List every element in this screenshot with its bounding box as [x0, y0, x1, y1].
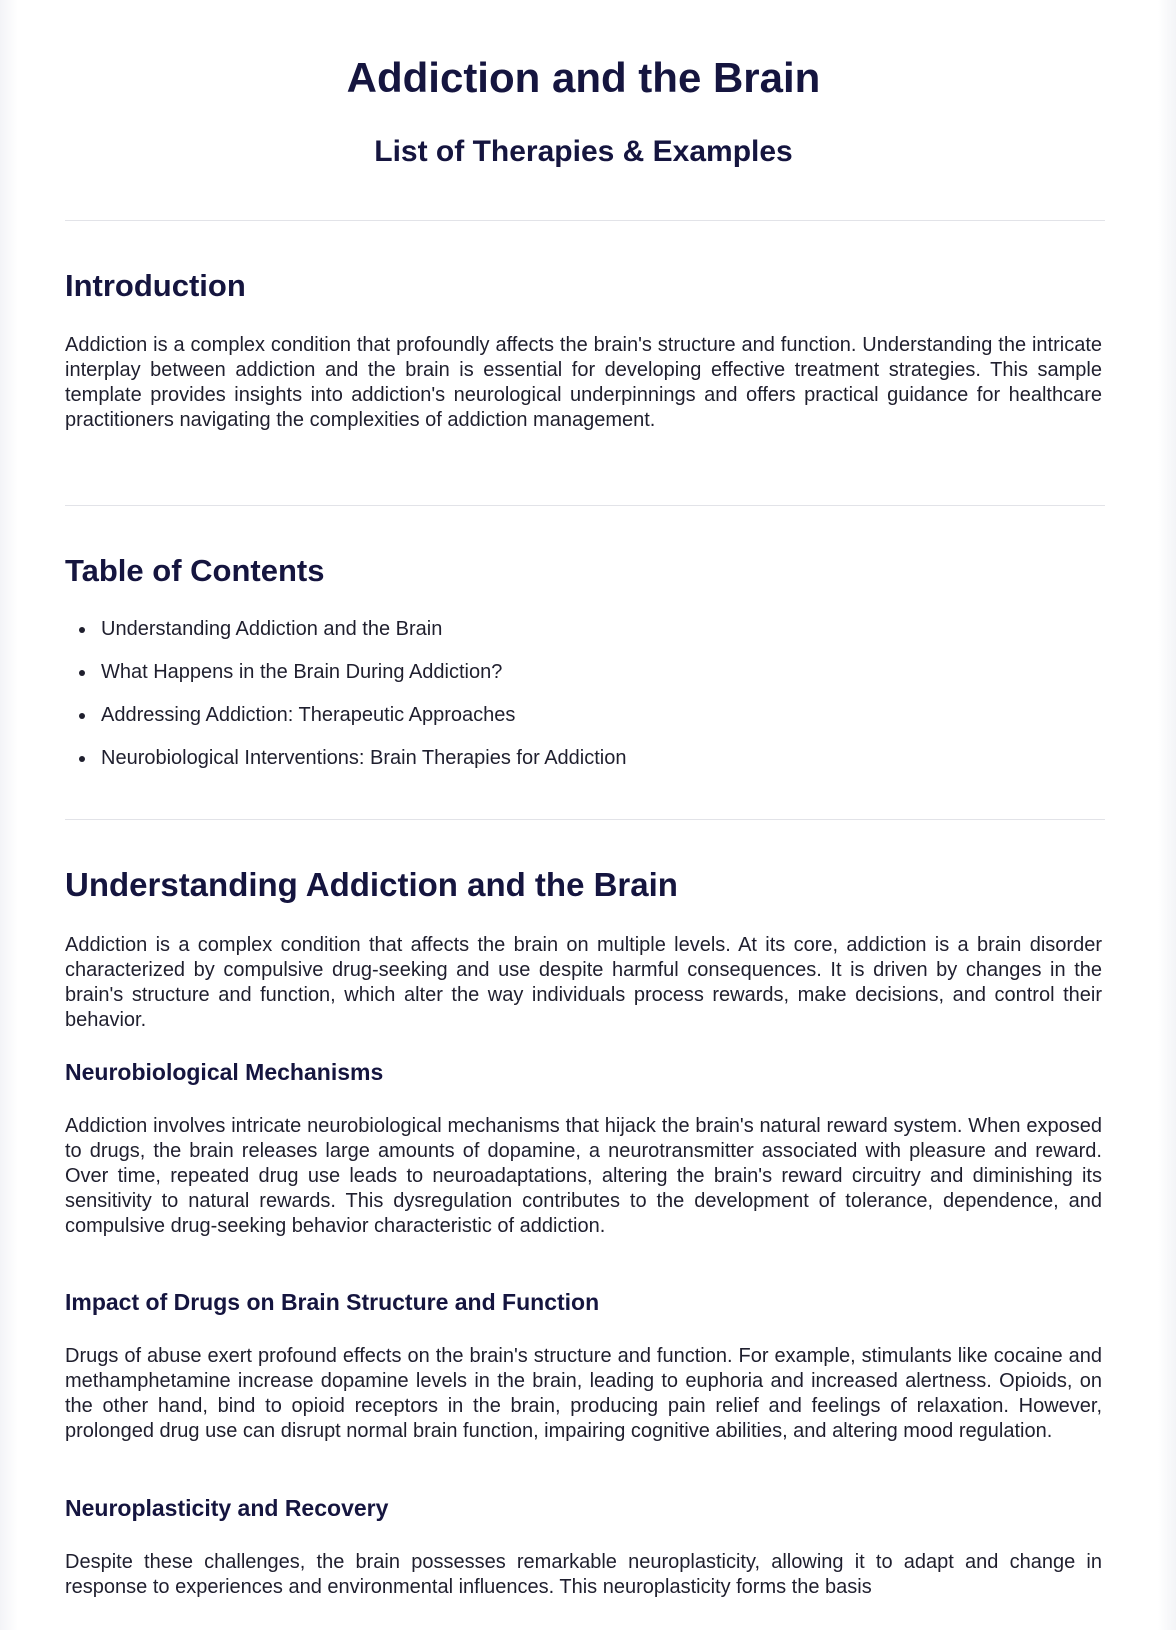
toc-item[interactable]: [65, 746, 627, 789]
bullet-icon: [79, 670, 85, 676]
toc-item[interactable]: [65, 703, 627, 746]
neuroplasticity-heading: Neuroplasticity and Recovery: [65, 1495, 389, 1521]
toc-heading: Table of Contents: [65, 553, 325, 588]
neuroplasticity-paragraph: Despite these challenges, the brain possesses remarkable neuroplasticity, allowing it to adapt and change in response to experiences and environmental influences. This neuroplasticity forms the basis: [65, 1551, 1102, 1598]
bullet-icon: [79, 627, 85, 633]
toc-item-label: Neurobiological Interventions: Brain Therapies for Addiction: [101, 747, 627, 769]
document-title: Addiction and the Brain: [346, 54, 821, 101]
drug-impact-heading: Impact of Drugs on Brain Structure and Function: [65, 1289, 600, 1315]
toc-item[interactable]: [65, 617, 627, 660]
toc-item-label: Addressing Addiction: Therapeutic Approaches: [101, 704, 516, 726]
introduction-heading: Introduction: [65, 268, 246, 303]
understanding-heading: Understanding Addiction and the Brain: [65, 866, 678, 903]
toc-list: [65, 617, 627, 789]
document-subtitle: List of Therapies & Examples: [374, 135, 793, 168]
neurobiological-mechanisms-heading: Neurobiological Mechanisms: [65, 1059, 384, 1085]
drug-impact-paragraph: Drugs of abuse exert profound effects on the brain's structure and function. For example, stimulants like cocaine and methamphetamine increase dopamine levels in the brain, leading to euphoria and increased alertness. Opioids, on the other hand, bind to opioid receptors in the brain, producing pain relief and feelings of relaxation. However, prolonged drug use can disrupt normal brain function, impairing cognitive abilities, and altering mood regulation.: [65, 1345, 1102, 1442]
toc-item-label: What Happens in the Brain During Addiction?: [101, 661, 503, 683]
introduction-paragraph: Addiction is a complex condition that profoundly affects the brain's structure and function. Understanding the intricate interplay between addiction and the brain is essential for developing effective treatment strategies. This sample template provides insights into addiction's neurological underpinnings and offers practical guidance for healthcare practitioners navigating the complexities of addiction management.: [65, 334, 1102, 431]
divider: [65, 220, 1105, 221]
toc-item-label: Understanding Addiction and the Brain: [101, 618, 443, 640]
bullet-icon: [79, 756, 85, 762]
bullet-icon: [79, 713, 85, 719]
divider: [65, 505, 1105, 506]
understanding-paragraph: Addiction is a complex condition that affects the brain on multiple levels. At its core, addiction is a brain disorder characterized by compulsive drug-seeking and use despite harmful consequences. It is driven by changes in the brain's structure and function, which alter the way individuals process rewards, make decisions, and control their behavior.: [65, 934, 1102, 1031]
neurobiological-mechanisms-paragraph: Addiction involves intricate neurobiological mechanisms that hijack the brain's natural reward system. When exposed to drugs, the brain releases large amounts of dopamine, a neurotransmitter associated with pleasure and reward. Over time, repeated drug use leads to neuroadaptations, altering the brain's reward circuitry and diminishing its sensitivity to natural rewards. This dysregulation contributes to the development of tolerance, dependence, and compulsive drug-seeking behavior characteristic of addiction.: [65, 1115, 1102, 1237]
divider: [65, 819, 1105, 820]
toc-item[interactable]: [65, 660, 627, 703]
